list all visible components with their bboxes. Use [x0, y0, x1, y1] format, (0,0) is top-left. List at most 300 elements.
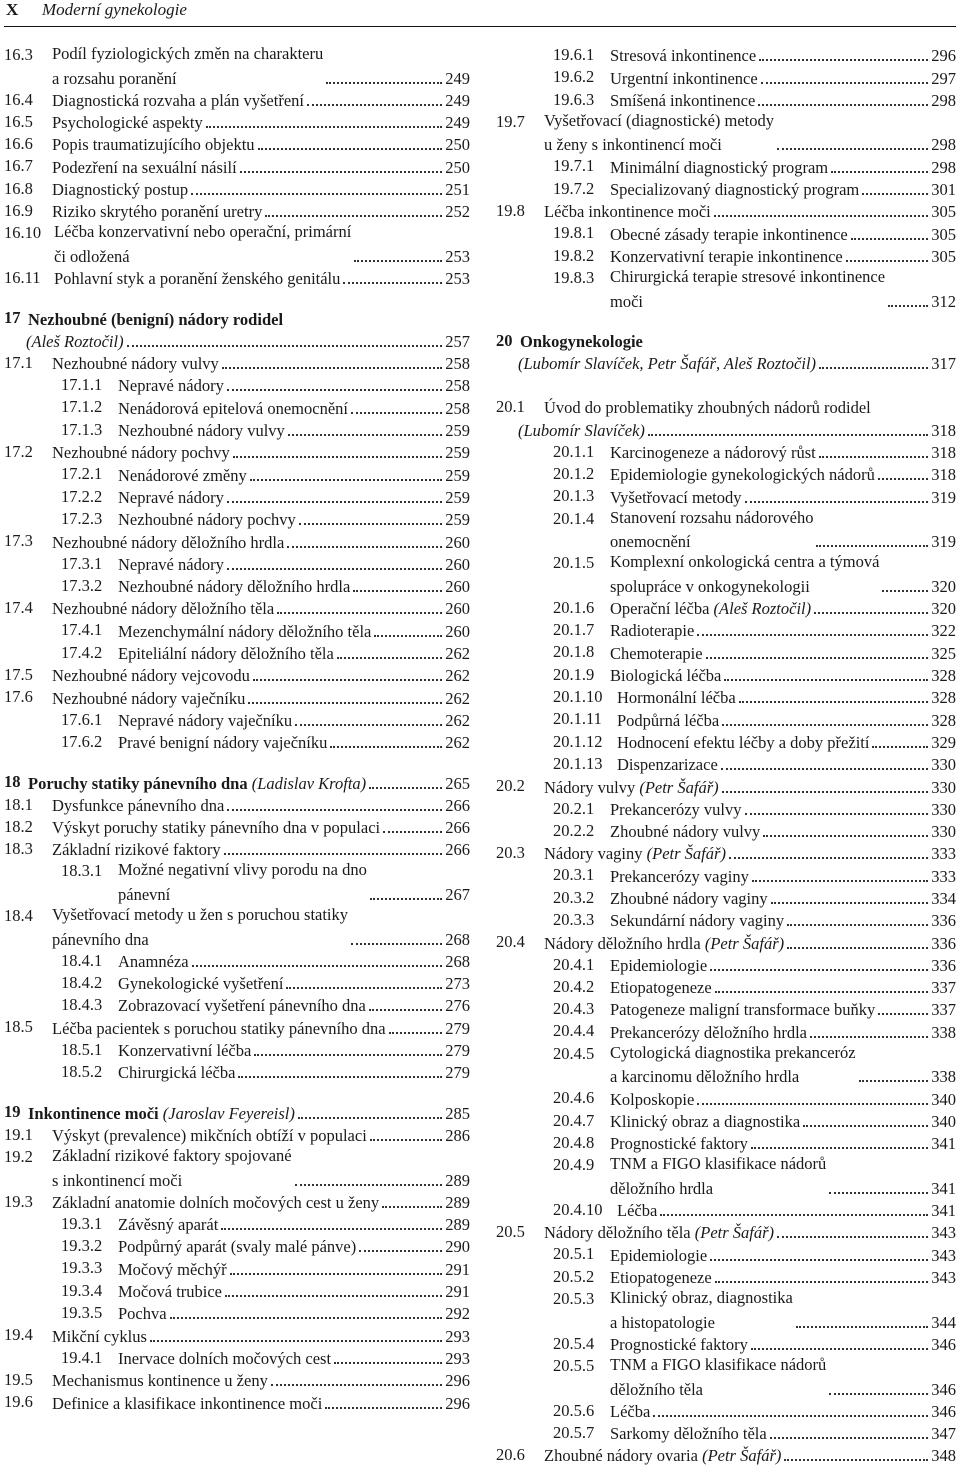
toc-entry[interactable] — [496, 352, 956, 374]
toc-entry[interactable] — [496, 664, 956, 686]
toc-entry[interactable] — [4, 950, 470, 972]
toc-entry[interactable] — [4, 419, 470, 441]
toc-entry[interactable] — [496, 155, 956, 177]
toc-entry[interactable] — [496, 708, 956, 730]
dot-leader — [882, 590, 928, 592]
toc-entry[interactable] — [4, 1191, 470, 1213]
entry-title-continuation: moči — [610, 291, 643, 311]
entry-number: 17.6.1 — [61, 709, 103, 729]
toc-entry[interactable] — [496, 820, 956, 842]
toc-entry[interactable] — [4, 1039, 470, 1061]
entry-title — [610, 465, 875, 485]
page-number: 319 — [931, 532, 956, 552]
entry-title-line: Dysfunkce pánevního dna — [52, 795, 225, 815]
entry-number: 19.6.1 — [553, 45, 595, 64]
entry-title-line: Nádory vulvy (Petr Šafář) — [544, 777, 719, 797]
page-number: 260 — [445, 532, 470, 552]
toc-entry[interactable] — [496, 998, 956, 1020]
toc-entry[interactable] — [496, 1444, 956, 1466]
page-number: 333 — [931, 844, 956, 864]
entry-title-line: Chirurgická léčba — [118, 1063, 236, 1083]
toc-entry[interactable] — [496, 1087, 956, 1109]
toc-entry[interactable] — [4, 1324, 470, 1346]
entry-title — [52, 1394, 322, 1414]
toc-entry[interactable] — [4, 686, 470, 708]
toc-entry[interactable] — [4, 374, 470, 396]
entry-title — [610, 666, 721, 686]
toc-entry[interactable] — [496, 976, 956, 998]
toc-chapter-entry[interactable] — [496, 330, 956, 352]
dot-leader — [739, 701, 929, 703]
dot-leader — [224, 853, 443, 855]
entry-number: 16.3 — [4, 45, 33, 64]
toc-entry[interactable] — [4, 1369, 470, 1391]
toc-entry[interactable] — [4, 860, 470, 905]
entry-number: 20.1.5 — [553, 553, 595, 573]
toc-entry[interactable] — [496, 686, 956, 708]
entry-title-line: Diagnostický postup — [52, 180, 189, 200]
entry-number: 19.5 — [4, 1369, 33, 1389]
toc-entry[interactable] — [496, 1288, 956, 1333]
toc-entry[interactable] — [4, 178, 470, 200]
toc-entry[interactable] — [4, 553, 470, 575]
toc-entry[interactable] — [496, 267, 956, 312]
toc-entry[interactable] — [496, 552, 956, 597]
page-number: 305 — [931, 224, 956, 244]
entry-number: 18.3.1 — [61, 861, 103, 881]
entry-title — [610, 978, 712, 998]
entry-title — [544, 111, 774, 156]
entry-title-line: Etiopatogeneze — [610, 978, 712, 998]
toc-entry[interactable] — [4, 838, 470, 860]
toc-entry[interactable] — [4, 994, 470, 1016]
entry-title — [610, 644, 703, 664]
dot-leader — [206, 126, 442, 128]
toc-entry[interactable] — [496, 1422, 956, 1444]
entry-number: 16.5 — [4, 111, 33, 131]
entry-title — [118, 711, 292, 731]
entry-title — [610, 621, 694, 641]
toc-entry[interactable] — [496, 463, 956, 485]
entry-number: 17.3 — [4, 531, 33, 551]
entry-title-line: Výskyt (prevalence) mikčních obtíží v populaci — [52, 1125, 367, 1145]
toc-entry[interactable] — [496, 245, 956, 267]
entry-title-line: Specializovaný diagnostický program — [610, 180, 860, 200]
toc-entry[interactable] — [4, 642, 470, 664]
entry-title — [52, 1126, 367, 1146]
entry-number: 20.5.1 — [553, 1244, 595, 1264]
toc-entry[interactable] — [4, 1016, 470, 1038]
toc-entry[interactable] — [4, 133, 470, 155]
page-number: 260 — [445, 599, 470, 619]
page-number: 257 — [445, 331, 470, 351]
entry-title — [520, 332, 643, 352]
toc-entry[interactable] — [4, 575, 470, 597]
entry-title — [118, 1349, 331, 1369]
entry-title-line: Prekancerózy vulvy — [610, 799, 742, 819]
entry-number — [496, 418, 518, 419]
entry-title — [28, 774, 366, 794]
toc-entry[interactable] — [496, 887, 956, 909]
entry-title — [544, 1446, 781, 1466]
toc-entry[interactable] — [4, 1302, 470, 1324]
page-number: 291 — [445, 1282, 470, 1302]
entry-title — [610, 599, 811, 619]
entry-title-line: Chirurgická terapie stresové inkontinence — [610, 266, 886, 286]
toc-entry[interactable] — [496, 619, 956, 641]
toc-entry[interactable] — [4, 816, 470, 838]
toc-entry[interactable] — [4, 597, 470, 619]
dot-leader — [829, 1393, 928, 1395]
toc-entry[interactable] — [4, 89, 470, 111]
toc-entry[interactable] — [496, 89, 956, 111]
entry-title — [54, 222, 351, 267]
toc-entry[interactable] — [496, 753, 956, 775]
page-number: 344 — [931, 1312, 956, 1332]
toc-entry[interactable] — [496, 1221, 956, 1243]
entry-title-line: Podpůrný aparát (svaly malé pánve) — [118, 1237, 357, 1257]
page-number: 341 — [931, 1178, 956, 1198]
toc-entry[interactable] — [496, 864, 956, 886]
toc-entry[interactable] — [496, 842, 956, 864]
entry-title-line: Pochva — [118, 1304, 167, 1324]
entry-number: 17.1.1 — [61, 375, 103, 395]
entry-number: 17.4.2 — [61, 642, 103, 662]
toc-entry[interactable] — [4, 508, 470, 530]
entry-number: 20.4.1 — [553, 954, 595, 974]
entry-number: 18 — [4, 772, 21, 792]
entry-title — [610, 247, 843, 267]
entry-number: 19.1 — [4, 1124, 33, 1144]
entry-title-line: Patogeneze maligní transformace buňky — [610, 1000, 876, 1020]
toc-entry[interactable] — [4, 1280, 470, 1302]
dot-leader — [819, 456, 929, 458]
entry-number: 18.4 — [4, 905, 33, 925]
entry-number: 20.4 — [496, 932, 525, 952]
toc-entry[interactable] — [496, 641, 956, 663]
entry-title — [544, 934, 784, 954]
entry-title — [118, 1304, 167, 1324]
page-number: 296 — [931, 46, 956, 66]
entry-title — [610, 1402, 650, 1422]
entry-title — [118, 622, 371, 642]
entry-number: 19.8.3 — [553, 267, 595, 287]
entry-title-line: Nenádorové změny — [118, 465, 247, 485]
entry-number: 20.2 — [496, 776, 525, 796]
toc-entry[interactable] — [496, 1199, 956, 1221]
page-number: 343 — [931, 1223, 956, 1243]
page-number: 265 — [445, 773, 470, 793]
entry-number: 17.3.2 — [61, 575, 103, 595]
page-number: 298 — [931, 90, 956, 110]
page-section-number: X — [6, 0, 19, 19]
toc-entry[interactable] — [496, 1020, 956, 1042]
dot-leader — [359, 1250, 442, 1252]
dot-leader — [831, 171, 928, 173]
entry-title — [26, 332, 124, 352]
page-number: 276 — [445, 996, 470, 1016]
toc-entry[interactable] — [496, 931, 956, 953]
page-number: 285 — [445, 1103, 470, 1123]
toc-entry[interactable] — [4, 486, 470, 508]
entry-author: (Jaroslav Feyereisl) — [162, 1103, 295, 1123]
toc-entry[interactable] — [496, 954, 956, 976]
entry-number: 18.5 — [4, 1017, 33, 1037]
entry-title — [52, 443, 230, 463]
entry-author: (Petr Šafář) — [704, 933, 785, 953]
entry-number: 19.4.1 — [61, 1347, 103, 1367]
dot-leader — [648, 434, 928, 436]
entry-title — [610, 488, 742, 508]
entry-title — [610, 69, 758, 89]
entry-title-line: Chemoterapie — [610, 643, 703, 663]
entry-title-line: Zhoubné nádory vulvy — [610, 822, 761, 842]
toc-entry[interactable] — [4, 794, 470, 816]
toc-entry[interactable] — [4, 1391, 470, 1413]
entry-title-line: Smíšená inkontinence — [610, 90, 756, 110]
toc-entry[interactable] — [496, 111, 956, 156]
toc-entry[interactable] — [4, 731, 470, 753]
toc-entry[interactable] — [496, 1110, 956, 1132]
dot-leader — [829, 1192, 928, 1194]
entry-title-line: Poruchy statiky pánevního dna (Ladislav Krofta) — [28, 773, 367, 793]
dot-leader — [389, 1032, 443, 1034]
entry-number: 17.2.2 — [61, 486, 103, 506]
toc-entry[interactable] — [496, 909, 956, 931]
entry-number: 18.4.3 — [61, 995, 103, 1015]
entry-title-line: Možné negativní vlivy porodu na dno — [118, 860, 367, 880]
entry-title-line: Biologická léčba — [610, 666, 722, 686]
dot-leader — [254, 1054, 442, 1056]
entry-title-line: Nenádorová epitelová onemocnění — [118, 398, 348, 418]
dot-leader — [721, 768, 928, 770]
page-number: 268 — [445, 929, 470, 949]
entry-number: 18.2 — [4, 816, 33, 836]
toc-entry[interactable] — [4, 44, 470, 89]
entry-number: 20.5.3 — [553, 1289, 595, 1309]
toc-entry[interactable] — [496, 731, 956, 753]
dot-leader — [803, 1125, 928, 1127]
entry-title — [52, 533, 284, 553]
toc-entry[interactable] — [4, 267, 470, 289]
toc-entry[interactable] — [496, 178, 956, 200]
page-number: 258 — [445, 354, 470, 374]
dot-leader — [710, 1259, 928, 1261]
toc-entry[interactable] — [496, 44, 956, 66]
page-number: 319 — [931, 487, 956, 507]
entry-title-line: Léčba pacientek s poruchou statiky pánevního dna — [52, 1018, 386, 1038]
toc-left-column — [4, 44, 470, 1414]
toc-right-column — [496, 44, 956, 1466]
toc-entry[interactable] — [4, 330, 470, 352]
page-number: 279 — [445, 1041, 470, 1061]
page-number: 330 — [931, 799, 956, 819]
entry-title — [617, 688, 736, 708]
toc-entry[interactable] — [496, 222, 956, 244]
entry-title-line: Nezhoubné nádory vaječníku — [52, 688, 246, 708]
entry-number: 20.1.2 — [553, 464, 595, 484]
toc-entry[interactable] — [496, 1154, 956, 1199]
entry-title — [118, 952, 189, 972]
toc-entry[interactable] — [4, 352, 470, 374]
toc-chapter-entry[interactable] — [4, 307, 470, 329]
toc-entry[interactable] — [4, 1257, 470, 1279]
dot-leader — [330, 746, 442, 748]
entry-title-continuation: u ženy s inkontinencí moči — [544, 135, 722, 155]
toc-chapter-entry[interactable] — [4, 771, 470, 793]
toc-entry[interactable] — [4, 1146, 470, 1191]
entry-author: (Petr Šafář) — [646, 844, 726, 864]
toc-entry[interactable] — [4, 1235, 470, 1257]
entry-title — [544, 202, 711, 222]
toc-entry[interactable] — [4, 1347, 470, 1369]
toc-entry[interactable] — [496, 1400, 956, 1422]
dot-leader — [127, 345, 443, 347]
toc-entry[interactable] — [496, 1132, 956, 1154]
entry-title — [544, 1223, 774, 1243]
page-number: 262 — [445, 710, 470, 730]
entry-number: 20.4.4 — [553, 1021, 595, 1041]
page-number: 329 — [931, 732, 956, 752]
entry-title — [52, 44, 323, 89]
page-number: 340 — [931, 1111, 956, 1131]
entry-title-line: Nepravé nádory vaječníku — [118, 710, 293, 730]
entry-title-line: Stanovení rozsahu nádorového — [610, 507, 814, 527]
toc-entry[interactable] — [496, 66, 956, 88]
page-number: 328 — [931, 666, 956, 686]
entry-number: 20.4.2 — [553, 976, 595, 996]
page-number: 273 — [445, 974, 470, 994]
entry-title-line: Prognostické faktory — [610, 1134, 748, 1154]
entry-title-line: Léčba — [617, 1201, 658, 1221]
toc-entry[interactable] — [4, 1213, 470, 1235]
entry-title — [610, 1000, 875, 1020]
page-number: 322 — [931, 621, 956, 641]
entry-title — [617, 711, 719, 731]
page-number: 343 — [931, 1245, 956, 1265]
toc-entry[interactable] — [496, 485, 956, 507]
entry-title — [610, 1112, 800, 1132]
toc-entry[interactable] — [496, 1243, 956, 1265]
toc-entry[interactable] — [496, 1333, 956, 1355]
dot-leader — [250, 479, 443, 481]
entry-number: 20.1.6 — [553, 597, 595, 617]
toc-entry[interactable] — [496, 775, 956, 797]
entry-number: 20.1.3 — [553, 486, 595, 506]
page-number: 330 — [931, 755, 956, 775]
toc-entry[interactable] — [496, 597, 956, 619]
toc-entry[interactable] — [4, 619, 470, 641]
entry-number: 18.4.2 — [61, 972, 103, 992]
dot-leader — [334, 1362, 442, 1364]
toc-entry[interactable] — [496, 396, 956, 418]
entry-title-line: Epidemiologie — [610, 1245, 708, 1265]
entry-number: 17.4 — [4, 598, 33, 618]
toc-entry[interactable] — [4, 1124, 470, 1146]
toc-entry[interactable] — [496, 1355, 956, 1400]
entry-title — [52, 1146, 292, 1191]
entry-title-line: Léčba konzervativní nebo operační, primární — [54, 222, 352, 242]
toc-entry[interactable] — [496, 508, 956, 553]
entry-title-continuation: či odložená — [54, 246, 130, 266]
toc-entry[interactable] — [496, 418, 956, 440]
entry-title-line: Základní rizikové faktory — [52, 840, 221, 860]
toc-entry[interactable] — [496, 441, 956, 463]
toc-entry[interactable] — [496, 798, 956, 820]
toc-entry[interactable] — [4, 111, 470, 133]
entry-title-continuation: onemocnění — [610, 532, 691, 552]
toc-entry[interactable] — [4, 396, 470, 418]
entry-title-line: Inervace dolních močových cest — [118, 1348, 332, 1368]
dot-leader — [714, 215, 928, 217]
dot-leader — [307, 104, 442, 106]
entry-number: 18.4.1 — [61, 950, 103, 970]
page-number: 305 — [931, 246, 956, 266]
dot-leader — [191, 193, 442, 195]
toc-entry[interactable] — [4, 1061, 470, 1083]
page-number: 328 — [931, 688, 956, 708]
entry-title-line: Stresová inkontinence — [610, 46, 757, 66]
toc-entry[interactable] — [4, 709, 470, 731]
entry-title-line: Karcinogeneze a nádorový růst — [610, 443, 816, 463]
entry-title — [118, 644, 334, 664]
toc-entry[interactable] — [496, 1266, 956, 1288]
toc-entry[interactable] — [4, 972, 470, 994]
dot-leader — [777, 1236, 928, 1238]
entry-number: 16.9 — [4, 201, 33, 221]
page-number: 293 — [445, 1326, 470, 1346]
toc-chapter-entry[interactable] — [4, 1101, 470, 1123]
entry-title — [610, 1134, 748, 1154]
page-number: 258 — [445, 398, 470, 418]
toc-entry[interactable] — [496, 200, 956, 222]
section-gap — [496, 312, 956, 330]
entry-title — [610, 956, 707, 976]
page-number: 341 — [931, 1134, 956, 1154]
page-number: 249 — [445, 68, 470, 88]
entry-title-line: Hormonální léčba — [617, 688, 736, 708]
toc-entry[interactable] — [4, 200, 470, 222]
toc-entry[interactable] — [4, 530, 470, 552]
dot-leader — [846, 260, 929, 262]
page-number: 334 — [931, 888, 956, 908]
toc-entry[interactable] — [4, 664, 470, 686]
toc-entry[interactable] — [4, 905, 470, 950]
page-number: 336 — [931, 933, 956, 953]
page-number: 259 — [445, 510, 470, 530]
dot-leader — [299, 523, 442, 525]
dot-leader — [253, 679, 442, 681]
toc-entry[interactable] — [4, 463, 470, 485]
section-gap — [4, 289, 470, 307]
entry-title-line: Konzervativní léčba — [118, 1041, 252, 1061]
dot-leader — [715, 991, 929, 993]
entry-title-line: Mezenchymální nádory děložního těla — [118, 621, 372, 641]
entry-number: 20.3.2 — [553, 887, 595, 907]
page-number: 268 — [445, 951, 470, 971]
page-number: 337 — [931, 978, 956, 998]
page-number: 298 — [931, 157, 956, 177]
entry-number: 20.4.3 — [553, 999, 595, 1019]
toc-entry[interactable] — [4, 222, 470, 267]
toc-entry[interactable] — [4, 155, 470, 177]
dot-leader — [353, 590, 442, 592]
entry-title — [610, 267, 885, 312]
toc-entry[interactable] — [496, 1043, 956, 1088]
toc-entry[interactable] — [4, 441, 470, 463]
entry-title — [610, 158, 828, 178]
dot-leader — [370, 1139, 442, 1141]
